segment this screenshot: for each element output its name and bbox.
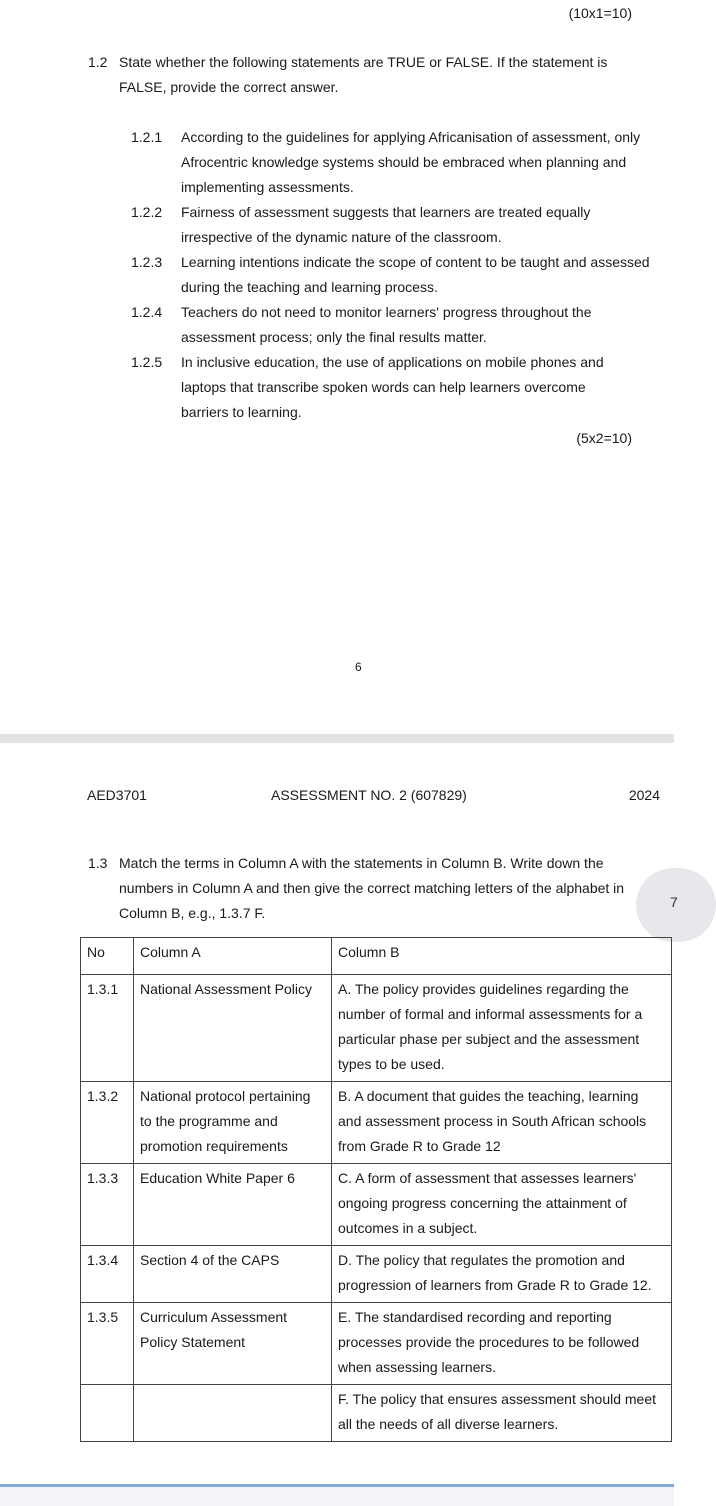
module-code: AED3701	[87, 787, 147, 803]
row-number: 1.3.4	[81, 1246, 134, 1303]
column-b-statement: D. The policy that regulates the promotion and progression of learners from Grade R to Grade 12.	[332, 1246, 672, 1303]
column-b-statement: B. A document that guides the teaching, learning and assessment process in South African schools from Grade R to Grade 12	[332, 1082, 672, 1164]
column-a-term: Section 4 of the CAPS	[134, 1246, 332, 1303]
table-row	[81, 1164, 672, 1246]
table-row	[81, 1246, 672, 1303]
row-number: 1.3.1	[81, 975, 134, 1082]
question-number-1-3: 1.3	[88, 855, 108, 871]
column-a-term: Education White Paper 6	[134, 1164, 332, 1246]
table-row	[81, 975, 672, 1082]
item-statement: In inclusive education, the use of applications on mobile phones and laptops that transcribe spoken words can help learners overcome barriers to learning.	[181, 354, 604, 420]
marks-allocation-1-1: (10x1=10)	[568, 5, 632, 21]
column-b-statement: C. A form of assessment that assesses learners' ongoing progress concerning the attainment of outcomes in a subject.	[332, 1164, 672, 1246]
item-number: 1.2.2	[131, 204, 163, 220]
table-row	[81, 1082, 672, 1164]
column-b-statement: E. The standardised recording and reporting processes provide the procedures to be followed when assessing learners.	[332, 1303, 672, 1385]
side-page-tab[interactable]	[636, 868, 716, 942]
row-number: 1.3.3	[81, 1164, 134, 1246]
item-statement: Fairness of assessment suggests that learners are treated equally irrespective of the dynamic nature of the classroom.	[181, 204, 591, 245]
header-column-a: Column A	[134, 938, 332, 975]
assessment-title: ASSESSMENT NO. 2 (607829)	[271, 787, 467, 803]
item-statement: Teachers do not need to monitor learners' progress throughout the assessment process; only the final results matter.	[181, 304, 592, 345]
item-number: 1.2.1	[131, 129, 163, 145]
question-number-1-2: 1.2	[88, 54, 108, 70]
viewer-bottom-bar	[0, 1487, 674, 1506]
page-separator	[0, 734, 674, 743]
side-tab-label: 7	[670, 894, 678, 910]
table-row	[81, 1385, 672, 1442]
item-statement: According to the guidelines for applying Africanisation of assessment, only Afrocentric knowledge systems should be embraced when planning and implementing assessments.	[181, 129, 641, 195]
column-a-term	[134, 1385, 332, 1442]
row-number: 1.3.2	[81, 1082, 134, 1164]
item-number: 1.2.4	[131, 304, 163, 320]
header-no: No	[81, 938, 134, 975]
column-a-term: National protocol pertaining to the programme and promotion requirements	[134, 1082, 332, 1164]
matching-table	[80, 937, 672, 1442]
assessment-year: 2024	[628, 787, 660, 803]
column-a-term: National Assessment Policy	[134, 975, 332, 1082]
column-a-term: Curriculum Assessment Policy Statement	[134, 1303, 332, 1385]
page-number: 6	[355, 660, 362, 674]
header-column-b: Column B	[332, 938, 672, 975]
item-number: 1.2.5	[131, 354, 163, 370]
table-header-row	[81, 938, 672, 975]
item-number: 1.2.3	[131, 254, 163, 270]
marks-allocation-1-2: (5x2=10)	[576, 430, 632, 446]
table-row	[81, 1303, 672, 1385]
row-number: 1.3.5	[81, 1303, 134, 1385]
row-number	[81, 1385, 134, 1442]
question-instruction-1-2: State whether the following statements are TRUE or FALSE. If the statement is FALSE, provide the correct answer.	[119, 54, 608, 95]
column-b-statement: A. The policy provides guidelines regarding the number of formal and informal assessments for a particular phase per subject and the assessment types to be used.	[332, 975, 672, 1082]
question-instruction-1-3: Match the terms in Column A with the statements in Column B. Write down the numbers in Column A and then give the correct matching letters of the alphabet in Column B, e.g., 1.3.7 F.	[119, 855, 625, 921]
item-statement: Learning intentions indicate the scope of content to be taught and assessed during the teaching and learning process.	[181, 254, 650, 295]
column-b-statement: F. The policy that ensures assessment should meet all the needs of all diverse learners.	[332, 1385, 672, 1442]
